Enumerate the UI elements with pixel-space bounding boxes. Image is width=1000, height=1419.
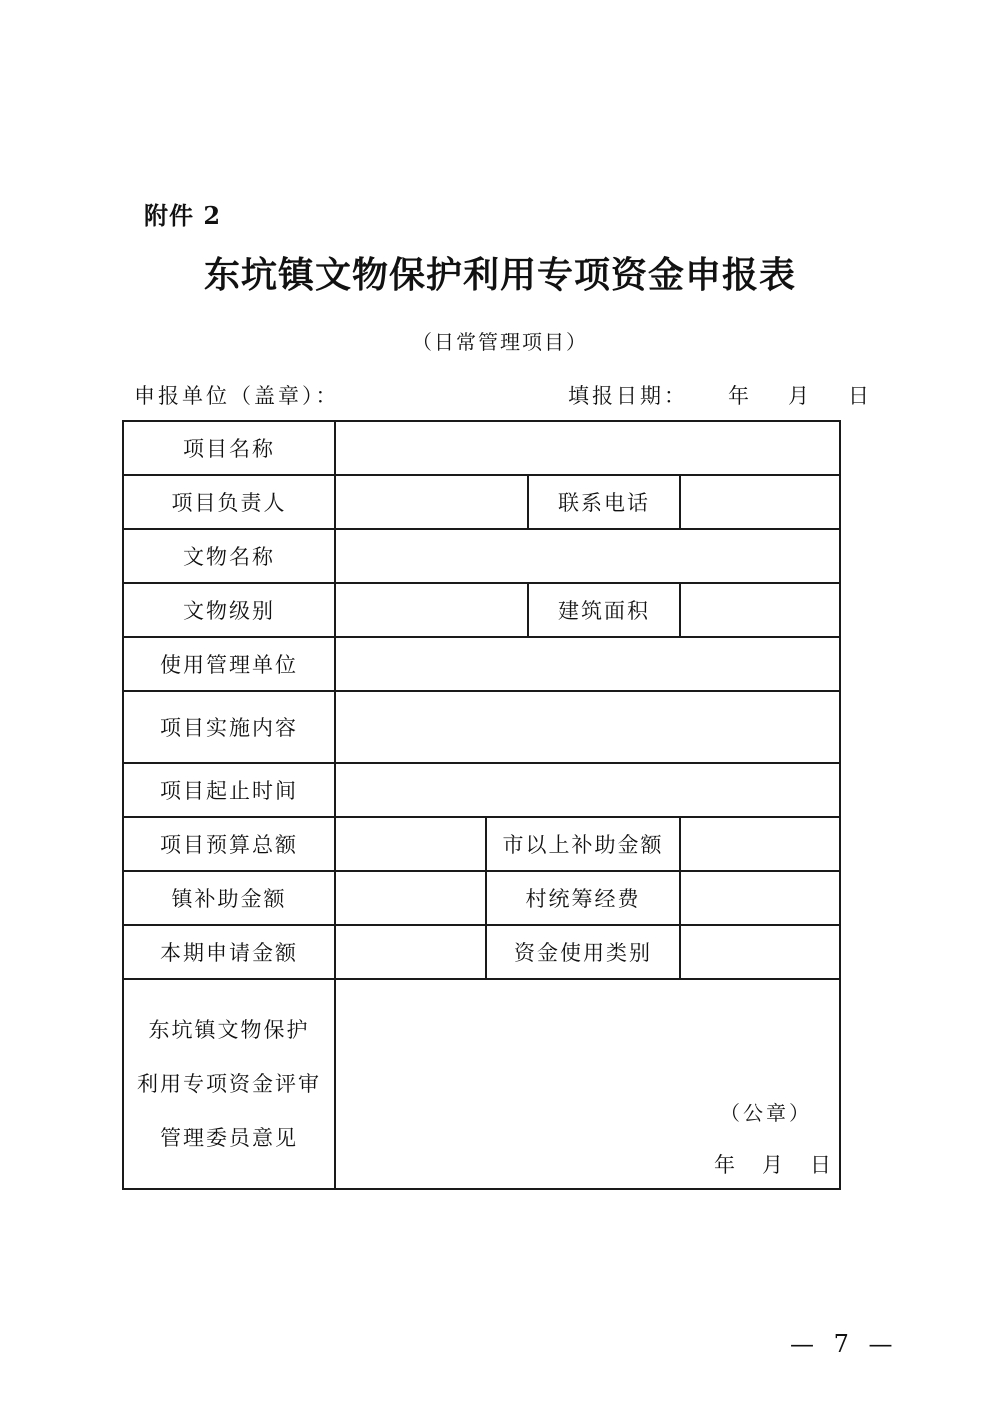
building-area-label: 建筑面积 [528,583,680,637]
table-row [123,763,840,817]
current-application-field[interactable] [335,925,486,979]
managing-unit-label: 使用管理单位 [123,637,335,691]
official-seal-label: （公章） [720,1101,812,1125]
project-leader-field[interactable] [335,475,528,529]
implementation-content-label: 项目实施内容 [123,691,335,763]
table-row [123,817,840,871]
page-subtitle: （日常管理项目） [412,330,588,354]
current-application-label: 本期申请金额 [123,925,335,979]
total-budget-field[interactable] [335,817,486,871]
application-form-table [122,420,841,1190]
attachment-label: 附件 2 [144,201,222,230]
town-subsidy-field[interactable] [335,871,486,925]
table-row [123,691,840,763]
contact-phone-label: 联系电话 [528,475,680,529]
committee-opinion-field[interactable] [335,979,840,1189]
fill-date-year: 年 [728,384,752,408]
committee-opinion-line3: 管理委员意见 [160,1126,298,1150]
project-period-field[interactable] [335,763,840,817]
sign-date-label: 年 月 日 [714,1153,834,1177]
table-row [123,979,840,1189]
building-area-field[interactable] [680,583,840,637]
relic-name-field[interactable] [335,529,840,583]
table-row [123,871,840,925]
project-period-label: 项目起止时间 [123,763,335,817]
city-subsidy-label: 市以上补助金额 [486,817,680,871]
village-funding-field[interactable] [680,871,840,925]
page-number: — 7 — [790,1330,899,1358]
committee-opinion-line2: 利用专项资金评审 [137,1072,321,1096]
relic-level-label: 文物级别 [123,583,335,637]
table-row [123,637,840,691]
fill-date-month: 月 [788,384,812,408]
table-row [123,475,840,529]
table-row [123,529,840,583]
fill-date-label: 填报日期： [568,384,688,408]
table-row [123,421,840,475]
relic-level-field[interactable] [335,583,528,637]
town-subsidy-label: 镇补助金额 [123,871,335,925]
committee-opinion-label [123,979,335,1189]
project-name-field[interactable] [335,421,840,475]
applicant-label: 申报单位（盖章）： [134,384,340,408]
city-subsidy-field[interactable] [680,817,840,871]
project-leader-label: 项目负责人 [123,475,335,529]
fill-date-day: 日 [848,384,872,408]
managing-unit-field[interactable] [335,637,840,691]
project-name-label: 项目名称 [123,421,335,475]
committee-opinion-box [336,981,839,1187]
committee-opinion-line1: 东坑镇文物保护 [148,1018,310,1042]
total-budget-label: 项目预算总额 [123,817,335,871]
table-row [123,583,840,637]
fill-date [568,380,872,410]
fund-usage-type-label: 资金使用类别 [486,925,680,979]
relic-name-label: 文物名称 [123,529,335,583]
page-title: 东坑镇文物保护利用专项资金申报表 [203,254,796,296]
village-funding-label: 村统筹经费 [486,871,680,925]
table-row [123,925,840,979]
contact-phone-field[interactable] [680,475,840,529]
fund-usage-type-field[interactable] [680,925,840,979]
implementation-content-field[interactable] [335,691,840,763]
